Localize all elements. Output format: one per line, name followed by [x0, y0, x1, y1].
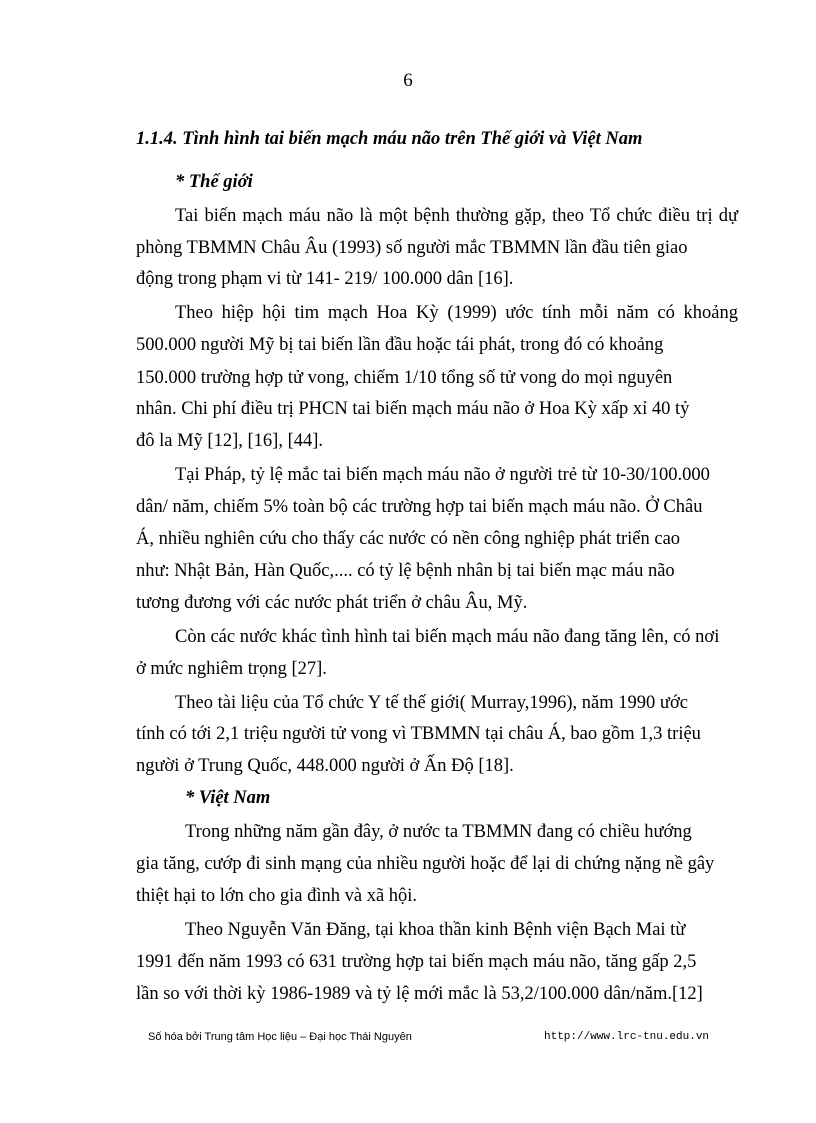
- paragraph-line: Trong những năm gần đây, ở nước ta TBMMN đang có chiều hướng: [185, 822, 692, 842]
- paragraph-line: Tai biến mạch máu não là một bệnh thường gặp, theo Tổ chức điều trị dự: [175, 206, 738, 226]
- paragraph-line: phòng TBMMN Châu Âu (1993) số người mắc TBMMN lần đầu tiên giao: [136, 238, 688, 258]
- paragraph-line: Theo hiệp hội tim mạch Hoa Kỳ (1999) ước tính mỗi năm có khoảng: [175, 303, 738, 323]
- paragraph-line: nhân. Chi phí điều trị PHCN tai biến mạch máu não ở Hoa Kỳ xấp xỉ 40 tỷ: [136, 399, 690, 419]
- paragraph-line: Còn các nước khác tình hình tai biến mạch máu não đang tăng lên, có nơi: [175, 627, 720, 647]
- paragraph-line: tương đương với các nước phát triển ở châu Âu, Mỹ.: [136, 593, 528, 613]
- paragraph-line: 1991 đến năm 1993 có 631 trường hợp tai biến mạch máu não, tăng gấp 2,5: [136, 952, 697, 972]
- footer-source: Số hóa bởi Trung tâm Học liệu – Đại học Thái Nguyên: [148, 1031, 412, 1043]
- paragraph-line: 500.000 người Mỹ bị tai biến lần đầu hoặc tái phát, trong đó có khoảng: [136, 335, 664, 355]
- paragraph-line: lần so với thời kỳ 1986-1989 và tỷ lệ mới mắc là 53,2/100.000 dân/năm.[12]: [136, 984, 703, 1004]
- footer-url[interactable]: http://www.lrc-tnu.edu.vn: [544, 1031, 710, 1043]
- subheading-vietnam: * Việt Nam: [185, 788, 271, 808]
- paragraph-line: 150.000 trường hợp tử vong, chiếm 1/10 tổng số tử vong do mọi nguyên: [136, 368, 673, 388]
- paragraph-line: tính có tới 2,1 triệu người tử vong vì TBMMN tại châu Á, bao gồm 1,3 triệu: [136, 724, 701, 744]
- page-number: 6: [403, 70, 413, 91]
- paragraph-line: như: Nhật Bản, Hàn Quốc,.... có tỷ lệ bệnh nhân bị tai biến mạc máu não: [136, 561, 675, 581]
- section-heading: 1.1.4. Tình hình tai biến mạch máu não trên Thế giới và Việt Nam: [136, 129, 643, 149]
- paragraph-line: ở mức nghiêm trọng [27].: [136, 659, 327, 679]
- paragraph-line: Á, nhiều nghiên cứu cho thấy các nước có nền công nghiệp phát triển cao: [136, 529, 681, 549]
- paragraph-line: đô la Mỹ [12], [16], [44].: [136, 431, 324, 451]
- paragraph-line: động trong phạm vi từ 141- 219/ 100.000 dân [16].: [136, 269, 514, 289]
- paragraph-line: thiệt hại to lớn cho gia đình và xã hội.: [136, 886, 418, 906]
- paragraph-line: gia tăng, cướp đi sinh mạng của nhiều người hoặc để lại di chứng nặng nề gây: [136, 854, 715, 874]
- subheading-world: * Thế giới: [175, 172, 253, 192]
- paragraph-line: Theo tài liệu của Tổ chức Y tế thế giới( Murray,1996), năm 1990 ước: [175, 693, 688, 713]
- paragraph-line: Tại Pháp, tỷ lệ mắc tai biến mạch máu não ở người trẻ từ 10-30/100.000: [175, 465, 710, 485]
- paragraph-line: dân/ năm, chiếm 5% toàn bộ các trường hợp tai biến mạch máu não. Ở Châu: [136, 497, 703, 517]
- paragraph-line: người ở Trung Quốc, 448.000 người ở Ấn Độ [18].: [136, 756, 514, 776]
- paragraph-line: Theo Nguyễn Văn Đăng, tại khoa thần kinh Bệnh viện Bạch Mai từ: [185, 920, 686, 940]
